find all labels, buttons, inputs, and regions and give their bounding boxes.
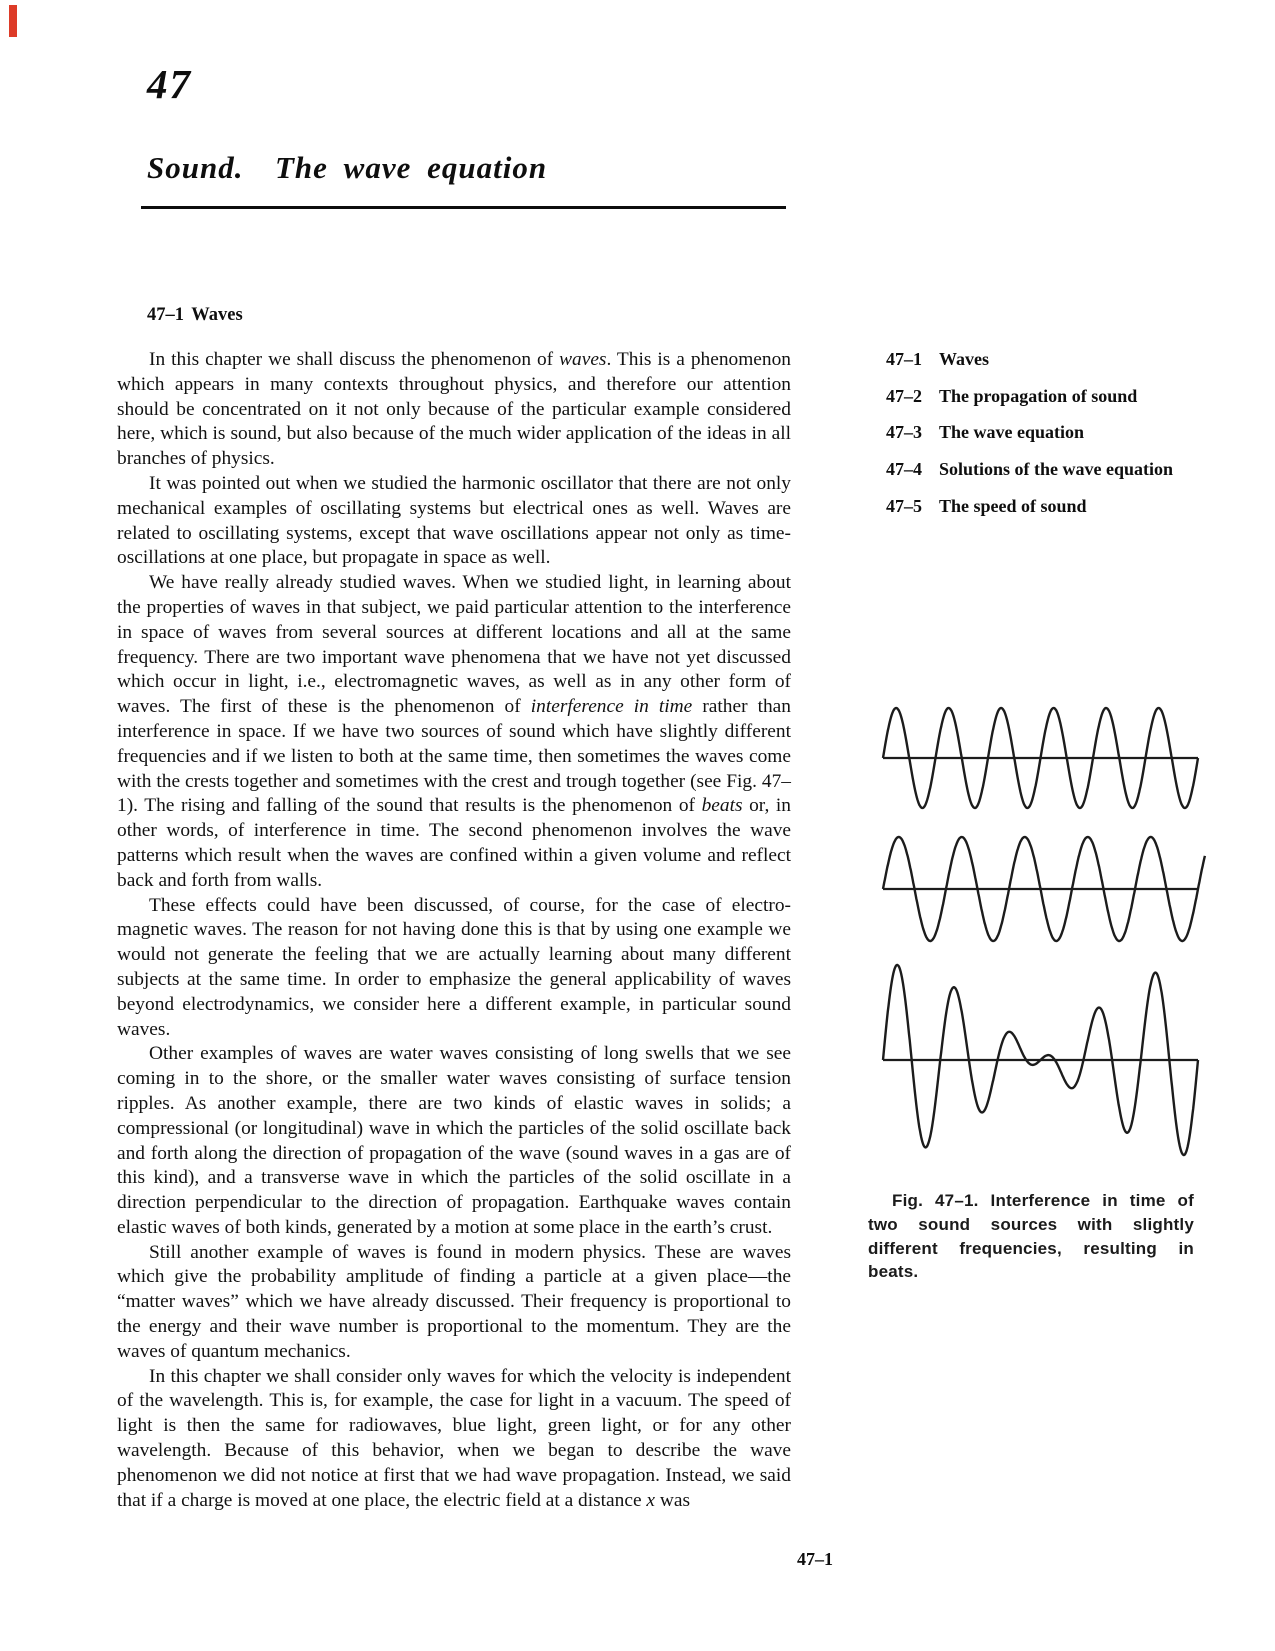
red-scan-mark xyxy=(9,5,17,37)
toc-item-label: The wave equation xyxy=(939,422,1085,443)
chapter-contents xyxy=(886,347,1216,531)
toc-item xyxy=(886,457,1216,481)
toc-item-label: The propagation of sound xyxy=(939,385,1138,406)
chapter-number: 47 xyxy=(147,61,192,107)
paragraph: These effects could have been discussed, of course, for the case of electromagnetic waves. The reason for not having done this is that by using one example we would not generate the feeling that we are actually learning about many different subjects at the same time. In order to emphasize the general applicability of waves beyond electrodynamics, we consider here a different example, in particular sound waves. xyxy=(117,894,791,1040)
figure-47-1-beats-plot xyxy=(860,640,1240,1180)
toc-item-label: Solutions of the wave equation xyxy=(939,459,1174,480)
toc-item xyxy=(886,384,1216,408)
paragraph: It was pointed out when we studied the harmonic oscillator that there are not only mechanical examples of oscillating systems but electrical ones as well. Waves are related to oscillating systems, except that wave oscillations appear not only as time-oscillations at one place, but propagate in space as well. xyxy=(117,472,791,569)
title-rule xyxy=(141,206,786,209)
toc-item-number: 47–3 xyxy=(886,422,922,443)
figure-caption: Fig. 47–1. Interference in time of two sound sources with slightly different frequencies, resulting in beats. xyxy=(868,1191,1194,1282)
toc-item xyxy=(886,420,1216,444)
paragraph: In this chapter we shall consider only waves for which the velocity is independent of the wavelength. This is, for example, the case for light in a vacuum. The speed of light is then the same for radiowaves, blue light, green light, or for any other wavelength. Because of this behavior, when we began to describe the wave phenomenon we did not notice at first that we had wave propagation. Instead, we said that if a charge is moved at one place, the electric field at a distance x was xyxy=(117,1365,791,1511)
paragraph: In this chapter we shall discuss the phenomenon of waves. This is a phenomenon which appears in many contexts throughout physics, and therefore our attention should be concentrated on it not only because of the particular example considered here, which is sound, but also because of the much wider application of the ideas in all branches of physics. xyxy=(117,349,791,470)
toc-item-number: 47–1 xyxy=(886,349,922,369)
toc-item xyxy=(886,347,1216,371)
toc-item-label: The speed of sound xyxy=(939,495,1087,516)
toc-item-label: Waves xyxy=(939,349,990,369)
toc-item-number: 47–4 xyxy=(886,459,922,480)
page-number: 47–1 xyxy=(797,1549,833,1569)
body-text xyxy=(117,348,791,1513)
toc-item-number: 47–5 xyxy=(886,495,922,516)
paragraph: Still another example of waves is found in modern physics. These are waves which give the probability amplitude of finding a particle at a given place—the “matter waves” which we have already discussed. Their frequency is proportional to the energy and their wave number is proportional to the momentum. They are the waves of quantum mechanics. xyxy=(117,1241,791,1362)
section-heading: 47–1 Waves xyxy=(147,305,243,325)
chapter-title: Sound. The wave equation xyxy=(147,150,548,185)
toc-item-number: 47–2 xyxy=(886,385,922,406)
paragraph: We have really already studied waves. When we studied light, in learning about the properties of waves in that subject, we paid particular attention to the interference in space of waves from several sources at different locations and all at the same frequency. There are two important wave phenomena that we have not yet discussed which occur in light, i.e., electromagnetic waves, as well as in any other form of waves. The first of these is the phenomenon of interference in time rather than interference in space. If we have two sources of sound which have slightly different frequencies and if we listen to both at the same time, then sometimes the waves come with the crests together and sometimes with the crest and trough together (see Fig. 47–1). The rising and falling of the sound that results is the phenomenon of beats or, in other words, of interference in time. The second phenomenon involves the wave patterns which result when the waves are confined within a given volume and reflect back and forth from walls. xyxy=(117,572,791,891)
paragraph: Other examples of waves are water waves consisting of long swells that we see coming in to the shore, or the smaller water waves consisting of surface tension ripples. As another example, there are two kinds of elastic waves in solids; a compressional (or longitudinal) wave in which the particles of the solid oscillate back and forth along the direction of propagation of the wave (sound waves in a gas are of this kind), and a transverse wave in which the particles of the solid oscillate in a direction perpendicular to the direction of propagation. Earthquake waves contain elastic waves of both kinds, generated by a motion at some place in the earth’s crust. xyxy=(117,1043,791,1238)
toc-item xyxy=(886,494,1216,518)
